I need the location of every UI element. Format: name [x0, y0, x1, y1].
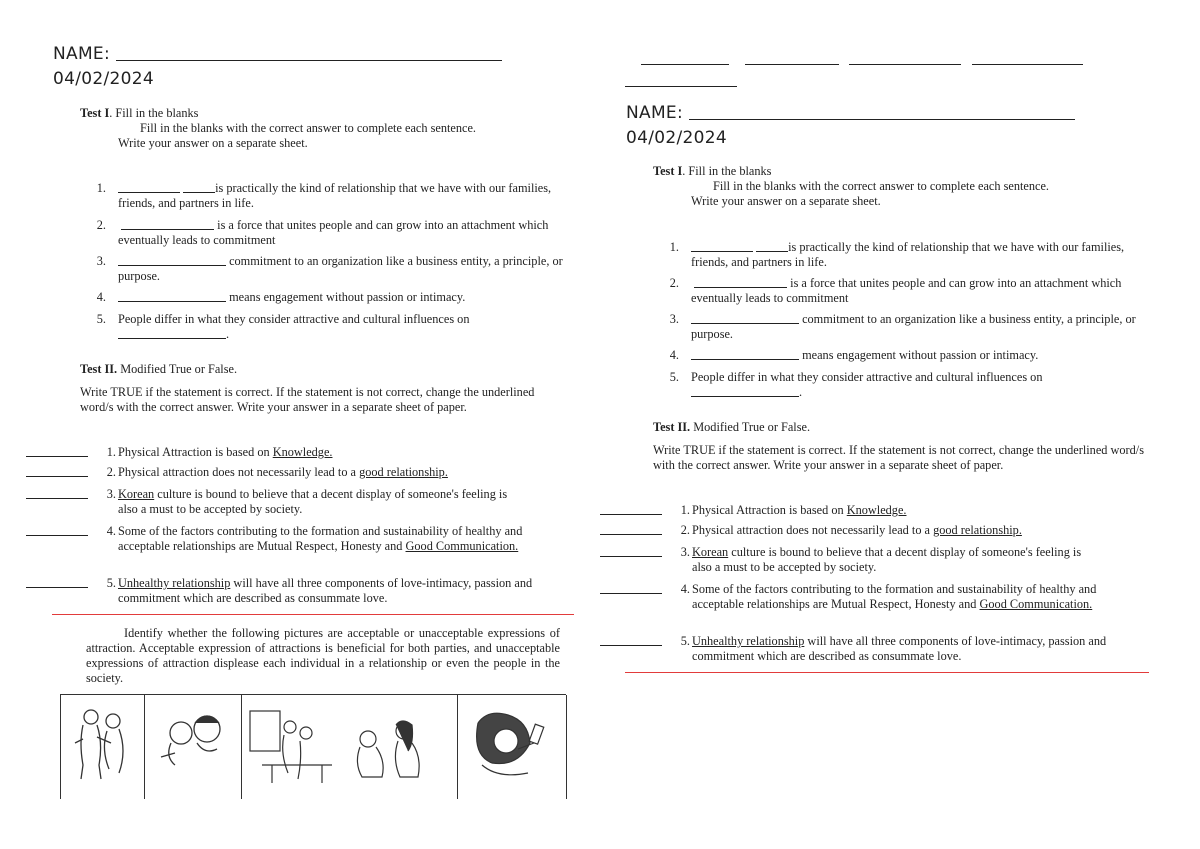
picture-3 — [241, 695, 458, 799]
answer-line[interactable] — [26, 498, 88, 499]
name-blank[interactable] — [689, 103, 1075, 120]
picture-2 — [144, 695, 242, 799]
name-label: NAME: — [626, 103, 683, 123]
test1-heading: Test I. Fill in the blanks — [80, 106, 199, 120]
test1-instruction-line1: Fill in the blanks with the correct answer to complete each sentence. — [140, 121, 476, 135]
test2-instruction: Write TRUE if the statement is correct. If the statement is not correct, change the underlined word/s with the correct answer. Write your answer in a separate sheet of paper. — [653, 443, 1144, 472]
test1-instruction-line2: Write your answer on a separate sheet. — [118, 136, 308, 150]
red-divider — [52, 614, 574, 615]
name-field[interactable] — [53, 44, 502, 64]
answer-line[interactable] — [600, 514, 662, 515]
test2-heading: Test II. Modified True or False. — [653, 420, 811, 434]
people-scene-icon — [242, 703, 458, 791]
picture-strip — [60, 694, 566, 799]
test2-heading: Test II. Modified True or False. — [80, 362, 238, 376]
test1-instruction-line2: Write your answer on a separate sheet. — [691, 194, 881, 208]
answer-line[interactable] — [600, 534, 662, 535]
couple-faces-icon — [145, 703, 242, 783]
answer-line[interactable] — [600, 593, 662, 594]
name-field[interactable] — [626, 103, 1075, 123]
answer-line[interactable] — [600, 645, 662, 646]
woman-phone-icon — [458, 703, 566, 791]
couple-sketch-icon — [61, 703, 145, 783]
answer-line[interactable] — [26, 587, 88, 588]
answer-line[interactable] — [600, 556, 662, 557]
picture-4 — [457, 695, 567, 799]
test2-instruction: Write TRUE if the statement is correct. If the statement is not correct, change the underlined word/s with the correct answer. Write your answer in a separate sheet of paper. — [80, 385, 535, 414]
name-blank[interactable] — [116, 44, 502, 61]
identify-instruction: Identify whether the following pictures are acceptable or unacceptable expressions of attraction. Acceptable expression of attractions is beneficial for both parties, and unacceptable expressions of attraction displease each individual in a relationship or even the people in the society. — [86, 626, 560, 685]
answer-line[interactable] — [26, 476, 88, 477]
test1-heading: Test I. Fill in the blanks — [653, 164, 772, 178]
answer-line[interactable] — [26, 456, 88, 457]
test1-instruction-line1: Fill in the blanks with the correct answer to complete each sentence. — [713, 179, 1049, 193]
name-label: NAME: — [53, 44, 110, 64]
red-divider — [625, 672, 1149, 673]
date-text: 04/02/2024 — [53, 69, 154, 89]
date-text: 04/02/2024 — [626, 128, 727, 148]
picture-1 — [60, 695, 145, 799]
answer-line[interactable] — [26, 535, 88, 536]
